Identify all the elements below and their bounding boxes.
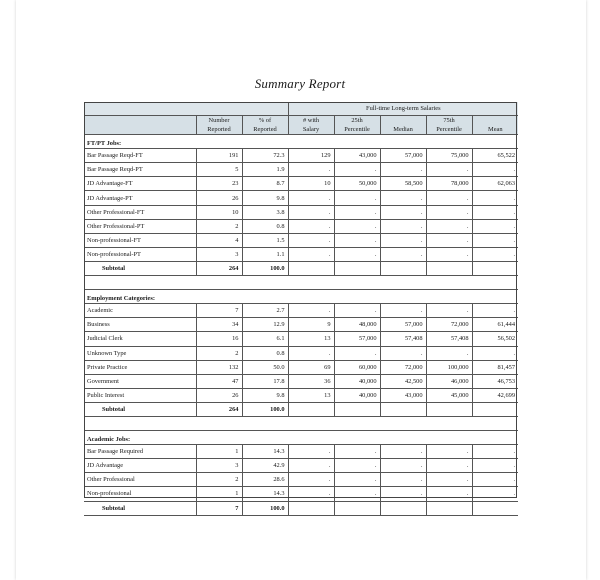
row-value: . [472, 487, 518, 501]
row-value: 78,000 [426, 177, 472, 191]
subtotal-blank [334, 261, 380, 275]
table-row [84, 318, 518, 332]
row-value: 10 [288, 177, 334, 191]
subtotal-blank [472, 501, 518, 515]
row-value: . [334, 487, 380, 501]
subtotal-row [84, 501, 518, 515]
row-value: 13 [288, 388, 334, 402]
row-value: . [472, 459, 518, 473]
row-value: . [288, 304, 334, 318]
row-value: . [426, 487, 472, 501]
row-value: . [288, 247, 334, 261]
row-value: . [288, 233, 334, 247]
row-label: Public Interest [84, 388, 196, 402]
row-value: 9.8 [242, 191, 288, 205]
table-row [84, 177, 518, 191]
row-value: . [380, 304, 426, 318]
row-value: 57,408 [426, 332, 472, 346]
row-value: 34 [196, 318, 242, 332]
row-value: 58,500 [380, 177, 426, 191]
row-value: 23 [196, 177, 242, 191]
row-value: . [380, 205, 426, 219]
row-value: . [472, 191, 518, 205]
row-label: Private Practice [84, 360, 196, 374]
row-value: 100,000 [426, 360, 472, 374]
row-value: 26 [196, 388, 242, 402]
row-value: . [472, 219, 518, 233]
row-value: . [380, 473, 426, 487]
subtotal-value: 7 [196, 501, 242, 515]
row-value: . [472, 304, 518, 318]
row-value: . [334, 346, 380, 360]
row-value: . [426, 473, 472, 487]
table-row [84, 304, 518, 318]
column-header [242, 116, 288, 135]
row-value: . [426, 304, 472, 318]
table-row [84, 360, 518, 374]
row-value: 56,502 [472, 332, 518, 346]
subtotal-value: 264 [196, 261, 242, 275]
row-value: . [334, 219, 380, 233]
column-header-line2: Median [393, 126, 413, 134]
row-value: 1 [196, 445, 242, 459]
row-value: 57,000 [380, 318, 426, 332]
row-value: 72.3 [242, 149, 288, 163]
subtotal-row [84, 261, 518, 275]
row-value: 1.1 [242, 247, 288, 261]
row-value: . [334, 233, 380, 247]
row-value: . [334, 304, 380, 318]
row-label: Non-professional-PT [84, 247, 196, 261]
row-value: 0.8 [242, 219, 288, 233]
row-label: JD Advantage-FT [84, 177, 196, 191]
row-value: 61,444 [472, 318, 518, 332]
subtotal-blank [472, 402, 518, 416]
row-value: 5 [196, 163, 242, 177]
row-value: 2 [196, 473, 242, 487]
column-header-line2: Reported [207, 126, 231, 134]
column-header-line1: 25th [351, 117, 363, 125]
row-value: 2 [196, 219, 242, 233]
row-value: . [426, 459, 472, 473]
row-label: Non-professional [84, 487, 196, 501]
row-value: . [472, 473, 518, 487]
row-value: 45,000 [426, 388, 472, 402]
column-header [426, 116, 472, 135]
column-header-line2: Salary [302, 126, 320, 134]
section-gap [84, 416, 518, 430]
row-value: 9.8 [242, 388, 288, 402]
column-header-line2: Mean [488, 126, 503, 134]
row-value: 50,000 [334, 177, 380, 191]
row-value: . [288, 445, 334, 459]
column-header [472, 116, 518, 135]
row-label: Judicial Clerk [84, 332, 196, 346]
row-value: . [380, 163, 426, 177]
row-value: . [472, 445, 518, 459]
row-value: 36 [288, 374, 334, 388]
row-value: . [472, 163, 518, 177]
column-header-line2: Reported [253, 126, 277, 134]
row-value: . [426, 247, 472, 261]
row-label: Academic [84, 304, 196, 318]
row-value: 75,000 [426, 149, 472, 163]
row-value: . [288, 219, 334, 233]
subtotal-blank [288, 402, 334, 416]
row-value: 72,000 [426, 318, 472, 332]
table-row [84, 473, 518, 487]
column-header [380, 116, 426, 135]
row-value: . [380, 219, 426, 233]
row-value: 47 [196, 374, 242, 388]
row-value: 13 [288, 332, 334, 346]
header-spacer [84, 102, 288, 116]
row-value: 2.7 [242, 304, 288, 318]
row-value: . [380, 233, 426, 247]
table-row [84, 346, 518, 360]
row-value: 72,000 [380, 360, 426, 374]
row-value: 43,000 [334, 149, 380, 163]
row-value: 3.8 [242, 205, 288, 219]
row-label: Other Professional-FT [84, 205, 196, 219]
row-value: 3 [196, 459, 242, 473]
row-value: . [334, 459, 380, 473]
row-value: 42,500 [380, 374, 426, 388]
row-value: . [334, 473, 380, 487]
subtotal-label: Subtotal [84, 402, 196, 416]
row-value: 57,000 [380, 149, 426, 163]
section-title: Academic Jobs: [84, 431, 518, 445]
table-row [84, 459, 518, 473]
table-row [84, 233, 518, 247]
row-value: 132 [196, 360, 242, 374]
row-label: Bar Passage Reqd-FT [84, 149, 196, 163]
table-row [84, 191, 518, 205]
row-value: 42.9 [242, 459, 288, 473]
column-header [334, 116, 380, 135]
row-value: . [426, 219, 472, 233]
row-value: 14.3 [242, 445, 288, 459]
column-header-line2: Percentile [436, 126, 462, 134]
row-value: 43,000 [380, 388, 426, 402]
subtotal-value: 264 [196, 402, 242, 416]
row-value: 3 [196, 247, 242, 261]
row-value: . [288, 473, 334, 487]
column-header-line1: # with [302, 117, 320, 125]
section-gap [84, 276, 518, 290]
row-value: . [380, 346, 426, 360]
row-value: 40,000 [334, 388, 380, 402]
row-label: JD Advantage [84, 459, 196, 473]
row-value: . [334, 445, 380, 459]
section-title: Employment Categories: [84, 290, 518, 304]
table-row [84, 332, 518, 346]
section-title: FT/PT Jobs: [84, 135, 518, 149]
row-value: . [288, 346, 334, 360]
group-header: Full-time Long-term Salaries [288, 102, 518, 116]
subtotal-value: 100.0 [242, 261, 288, 275]
column-header-blank [84, 116, 196, 135]
subtotal-value: 100.0 [242, 402, 288, 416]
column-header-line2: Percentile [344, 126, 370, 134]
table-row [84, 219, 518, 233]
row-value: 60,000 [334, 360, 380, 374]
row-value: 16 [196, 332, 242, 346]
row-value: 69 [288, 360, 334, 374]
row-value: . [288, 459, 334, 473]
row-value: 46,000 [426, 374, 472, 388]
page-title: Summary Report [254, 76, 346, 91]
row-value: . [380, 459, 426, 473]
subtotal-blank [380, 501, 426, 515]
row-value: 4 [196, 233, 242, 247]
table-row [84, 205, 518, 219]
row-label: Bar Passage Required [84, 445, 196, 459]
row-value: 46,753 [472, 374, 518, 388]
row-value: 28.6 [242, 473, 288, 487]
column-header-line1: 75th [443, 117, 455, 125]
row-value: 50.0 [242, 360, 288, 374]
row-value: 129 [288, 149, 334, 163]
row-value: 1.5 [242, 233, 288, 247]
subtotal-blank [334, 402, 380, 416]
table-row [84, 149, 518, 163]
row-value: 1.9 [242, 163, 288, 177]
row-label: Business [84, 318, 196, 332]
subtotal-blank [288, 261, 334, 275]
subtotal-blank [380, 402, 426, 416]
row-value: . [426, 346, 472, 360]
row-value: 9 [288, 318, 334, 332]
row-value: . [472, 346, 518, 360]
gap-cell [84, 276, 518, 290]
row-label: Bar Passage Reqd-PT [84, 163, 196, 177]
row-value: 81,457 [472, 360, 518, 374]
row-value: . [472, 205, 518, 219]
subtotal-blank [472, 261, 518, 275]
row-value: . [334, 247, 380, 261]
column-header [288, 116, 334, 135]
row-value: . [288, 205, 334, 219]
row-value: 1 [196, 487, 242, 501]
row-value: 17.8 [242, 374, 288, 388]
column-header-row [84, 116, 518, 135]
subtotal-blank [288, 501, 334, 515]
row-value: . [288, 487, 334, 501]
table-row [84, 247, 518, 261]
row-value: . [426, 163, 472, 177]
table-row [84, 374, 518, 388]
row-value: . [426, 445, 472, 459]
row-value: . [380, 247, 426, 261]
row-value: 42,699 [472, 388, 518, 402]
row-value: 14.3 [242, 487, 288, 501]
row-value: . [380, 191, 426, 205]
column-header [196, 116, 242, 135]
table-row [84, 388, 518, 402]
row-value: 10 [196, 205, 242, 219]
table-row [84, 487, 518, 501]
row-value: 40,000 [334, 374, 380, 388]
row-value: 65,522 [472, 149, 518, 163]
row-value: 0.8 [242, 346, 288, 360]
subtotal-value: 100.0 [242, 501, 288, 515]
subtotal-label: Subtotal [84, 261, 196, 275]
row-label: JD Advantage-PT [84, 191, 196, 205]
row-value: . [288, 163, 334, 177]
row-value: 7 [196, 304, 242, 318]
subtotal-blank [380, 261, 426, 275]
row-label: Non-professional-FT [84, 233, 196, 247]
row-value: . [334, 205, 380, 219]
table-row [84, 445, 518, 459]
row-value: . [334, 163, 380, 177]
subtotal-blank [334, 501, 380, 515]
section-title-row [84, 135, 518, 149]
row-value: . [472, 247, 518, 261]
row-label: Government [84, 374, 196, 388]
subtotal-row [84, 402, 518, 416]
row-label: Other Professional-PT [84, 219, 196, 233]
subtotal-blank [426, 402, 472, 416]
gap-cell [84, 416, 518, 430]
subtotal-label: Subtotal [84, 501, 196, 515]
subtotal-blank [426, 261, 472, 275]
row-value: . [472, 233, 518, 247]
section-title-row [84, 431, 518, 445]
row-value: 6.1 [242, 332, 288, 346]
table-row [84, 163, 518, 177]
row-label: Unknown Type [84, 346, 196, 360]
section-title-row [84, 290, 518, 304]
row-value: . [426, 233, 472, 247]
row-value: . [380, 445, 426, 459]
row-value: 2 [196, 346, 242, 360]
row-value: 57,408 [380, 332, 426, 346]
summary-table [84, 102, 518, 516]
row-label: Other Professional [84, 473, 196, 487]
row-value: . [334, 191, 380, 205]
row-value: . [426, 191, 472, 205]
row-value: 57,000 [334, 332, 380, 346]
group-header-row [84, 102, 518, 116]
subtotal-blank [426, 501, 472, 515]
row-value: 48,000 [334, 318, 380, 332]
row-value: 191 [196, 149, 242, 163]
row-value: 26 [196, 191, 242, 205]
row-value: . [288, 191, 334, 205]
row-value: 12.9 [242, 318, 288, 332]
column-header-line1: % of [258, 117, 272, 125]
row-value: 62,063 [472, 177, 518, 191]
row-value: 8.7 [242, 177, 288, 191]
column-header-line1: Number [208, 117, 230, 125]
row-value: . [380, 487, 426, 501]
row-value: . [426, 205, 472, 219]
